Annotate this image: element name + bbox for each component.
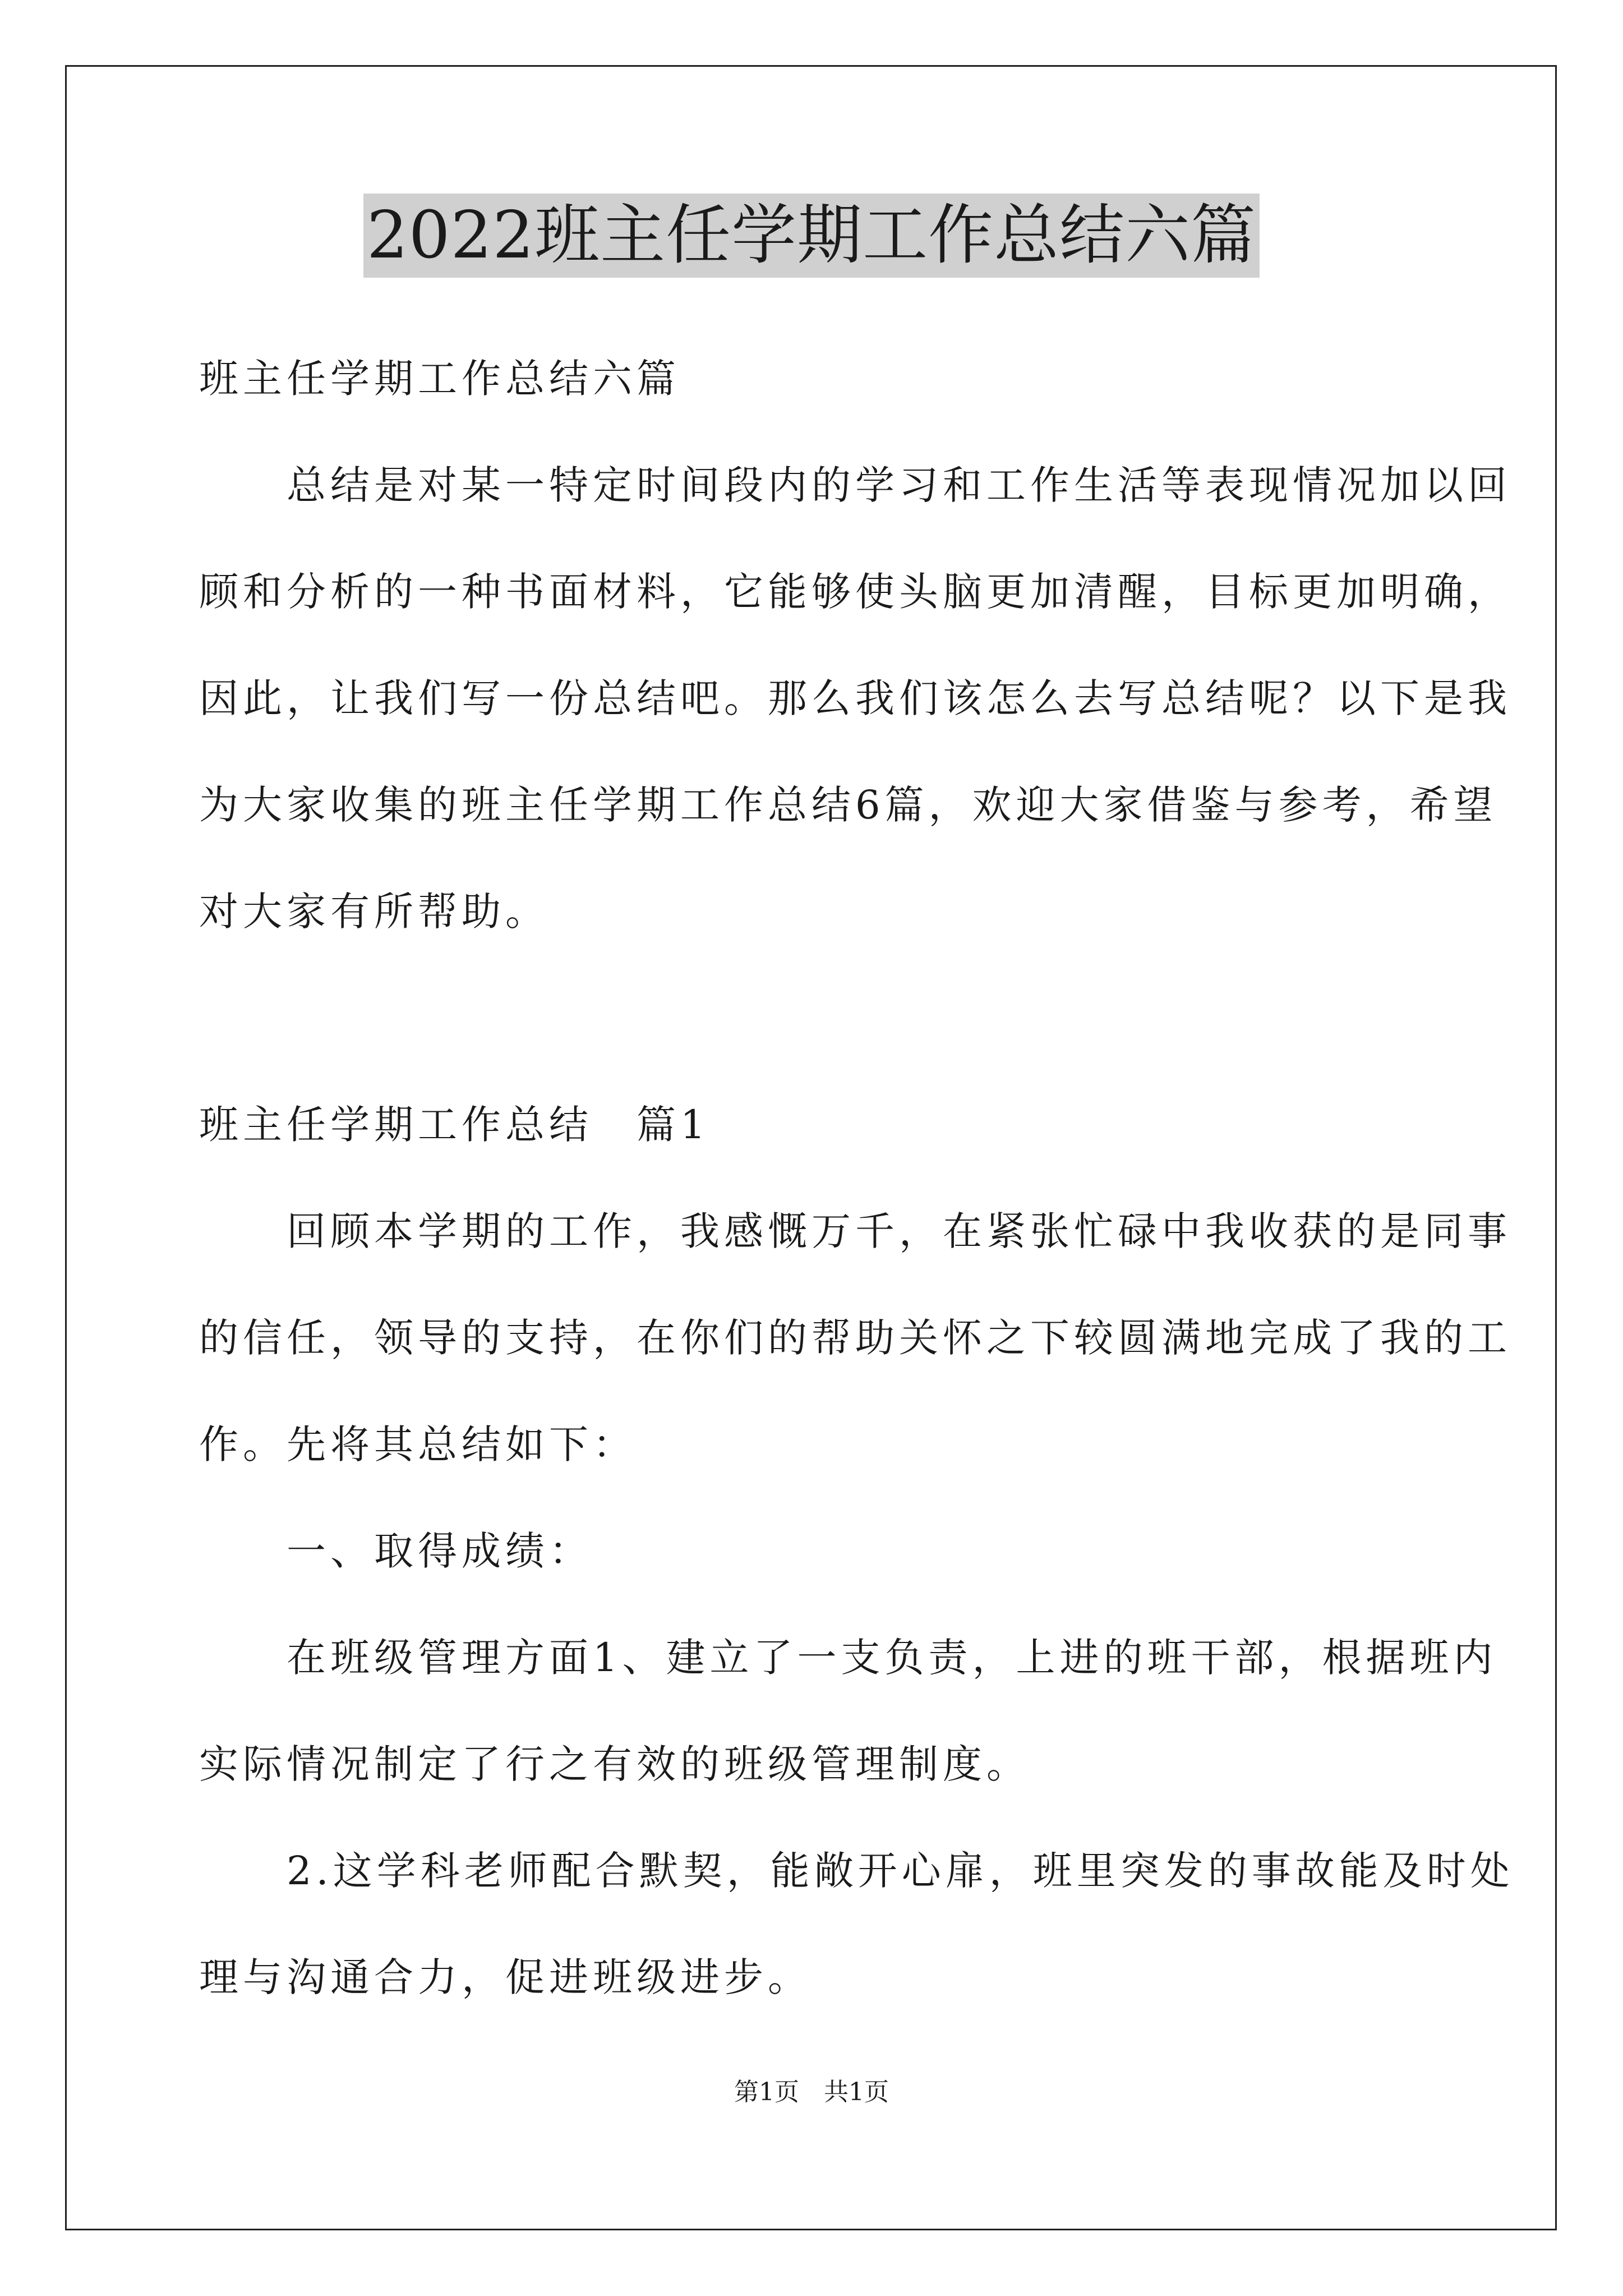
paragraph-line: 作。先将其总结如下：: [199, 1421, 637, 1467]
paragraph-line: 2.这学科老师配合默契，能敞开心扉，班里突发的事故能及时处: [199, 1848, 1514, 1894]
title-container: [0, 194, 1623, 278]
page-number: 第1页 共1页: [734, 2078, 889, 2106]
intro-line-3: 因此，让我们写一份总结吧。那么我们该怎么去写总结呢？以下是我: [199, 675, 1511, 721]
intro-line-5: 对大家有所帮助。: [199, 889, 549, 935]
intro-line-4: 为大家收集的班主任学期工作总结6篇，欢迎大家借鉴与参考，希望: [199, 782, 1497, 828]
section-heading: 班主任学期工作总结 篇1: [199, 1102, 710, 1148]
paragraph-line: 理与沟通合力，促进班级进步。: [199, 1954, 811, 2000]
paragraph-line: 实际情况制定了行之有效的班级管理制度。: [199, 1741, 1030, 1787]
paragraph-line: 在班级管理方面1、建立了一支负责，上进的班干部，根据班内: [199, 1635, 1497, 1681]
document-title: 2022班主任学期工作总结六篇: [363, 194, 1260, 278]
subsection-heading: 一、取得成绩：: [199, 1528, 593, 1574]
intro-line-2: 顾和分析的一种书面材料，它能够使头脑更加清醒，目标更加明确，: [199, 569, 1511, 615]
paragraph-line: 的信任，领导的支持，在你们的帮助关怀之下较圆满地完成了我的工: [199, 1315, 1511, 1361]
document-subtitle: 班主任学期工作总结六篇: [199, 356, 680, 402]
paragraph-line: 回顾本学期的工作，我感慨万千，在紧张忙碌中我收获的是同事: [199, 1208, 1511, 1254]
intro-line-1: 总结是对某一特定时间段内的学习和工作生活等表现情况加以回: [199, 462, 1511, 508]
